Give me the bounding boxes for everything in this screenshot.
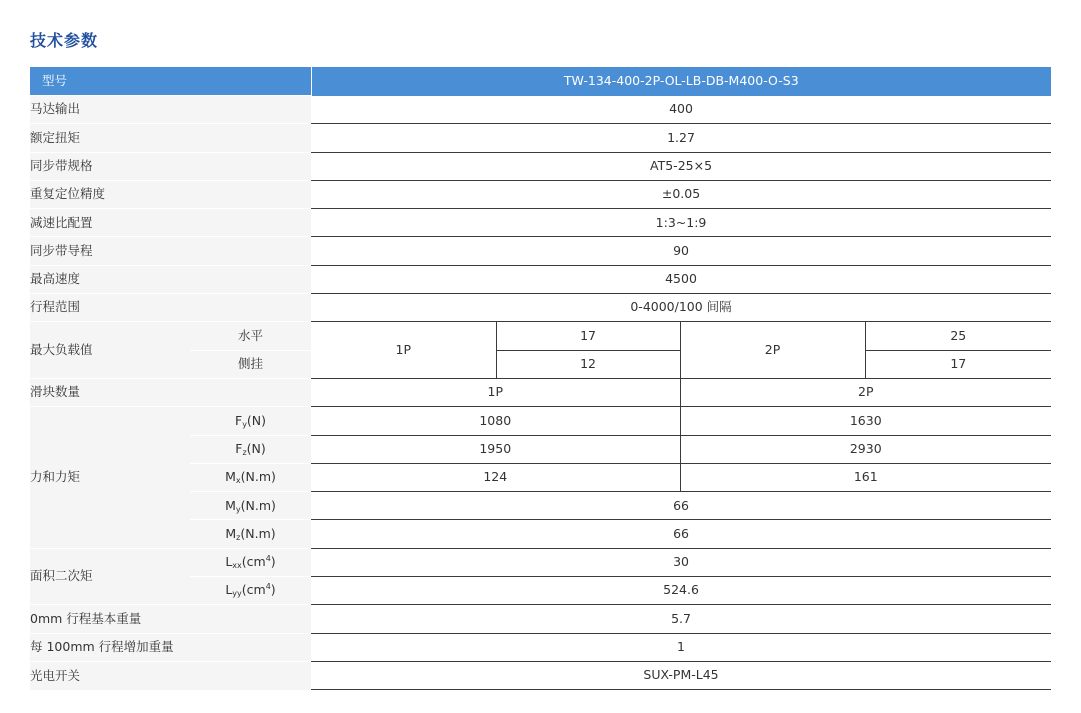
table-row [30,237,1051,265]
belt-spec-label: 同步带规格 [30,152,311,180]
force-moment-label: 力和力矩 [30,407,190,548]
max-load-2p-label: 2P [680,322,865,379]
lyy-label: $L_{yy}(cm^4)$ [190,577,311,605]
lxx-value: 30 [311,548,1051,576]
base-weight-label: 0mm 行程基本重量 [30,605,311,633]
slider-count-label: 滑块数量 [30,378,311,406]
max-load-1p-label: 1P [311,322,496,379]
hanging-label: 侧挂 [190,350,311,378]
mx-2p-value: 161 [680,463,1051,491]
table-row [30,548,1051,576]
table-row [30,180,1051,208]
model-label: 型号 [30,67,311,96]
belt-spec-value: AT5-25×5 [311,152,1051,180]
lxx-label: $L_{xx}(cm^4)$ [190,548,311,576]
mx-label: $M_x(N.m)$ [190,463,311,491]
max-load-2p-hanging: 17 [865,350,1051,378]
repeat-accuracy-value: ±0.05 [311,180,1051,208]
fy-1p-value: 1080 [311,407,680,435]
belt-lead-label: 同步带导程 [30,237,311,265]
max-load-1p-hanging: 12 [496,350,680,378]
max-load-1p-horizontal: 17 [496,322,680,350]
stroke-range-label: 行程范围 [30,294,311,322]
my-value: 66 [311,492,1051,520]
header-row [30,67,1051,96]
rated-torque-value: 1.27 [311,124,1051,152]
motor-output-value: 400 [311,96,1051,124]
stroke-range-value: 0-4000/100 间隔 [311,294,1051,322]
fy-2p-value: 1630 [680,407,1051,435]
table-row [30,209,1051,237]
mz-value: 66 [311,520,1051,548]
photo-switch-value: SUX-PM-L45 [311,661,1051,689]
max-speed-label: 最高速度 [30,265,311,293]
my-label: $M_y(N.m)$ [190,492,311,520]
reduction-ratio-value: 1:3~1:9 [311,209,1051,237]
table-row [30,152,1051,180]
motor-output-label: 马达输出 [30,96,311,124]
max-load-2p-horizontal: 25 [865,322,1051,350]
mz-label: $M_z(N.m)$ [190,520,311,548]
table-row [30,378,1051,406]
base-weight-value: 5.7 [311,605,1051,633]
table-row [30,407,1051,435]
table-row [30,96,1051,124]
max-load-label: 最大负载值 [30,322,190,379]
rated-torque-label: 额定扭矩 [30,124,311,152]
table-row [30,265,1051,293]
lyy-value: 524.6 [311,577,1051,605]
fy-label: $F_y(N)$ [190,407,311,435]
table-row [30,322,1051,350]
added-weight-label: 每 100mm 行程增加重量 [30,633,311,661]
model-value: TW-134-400-2P-OL-LB-DB-M400-O-S3 [311,67,1051,96]
max-speed-value: 4500 [311,265,1051,293]
table-row [30,124,1051,152]
belt-lead-value: 90 [311,237,1051,265]
table-row [30,633,1051,661]
horizontal-label: 水平 [190,322,311,350]
table-row [30,605,1051,633]
page-title: 技术参数 [30,31,99,50]
photo-switch-label: 光电开关 [30,661,311,689]
fz-label: $F_z(N)$ [190,435,311,463]
slider-count-2p: 2P [680,378,1051,406]
fz-2p-value: 2930 [680,435,1051,463]
table-row [30,294,1051,322]
reduction-ratio-label: 减速比配置 [30,209,311,237]
spec-table [30,67,1051,690]
area-moment-label: 面积二次矩 [30,548,190,605]
added-weight-value: 1 [311,633,1051,661]
slider-count-1p: 1P [311,378,680,406]
repeat-accuracy-label: 重复定位精度 [30,180,311,208]
fz-1p-value: 1950 [311,435,680,463]
table-row [30,661,1051,689]
mx-1p-value: 124 [311,463,680,491]
